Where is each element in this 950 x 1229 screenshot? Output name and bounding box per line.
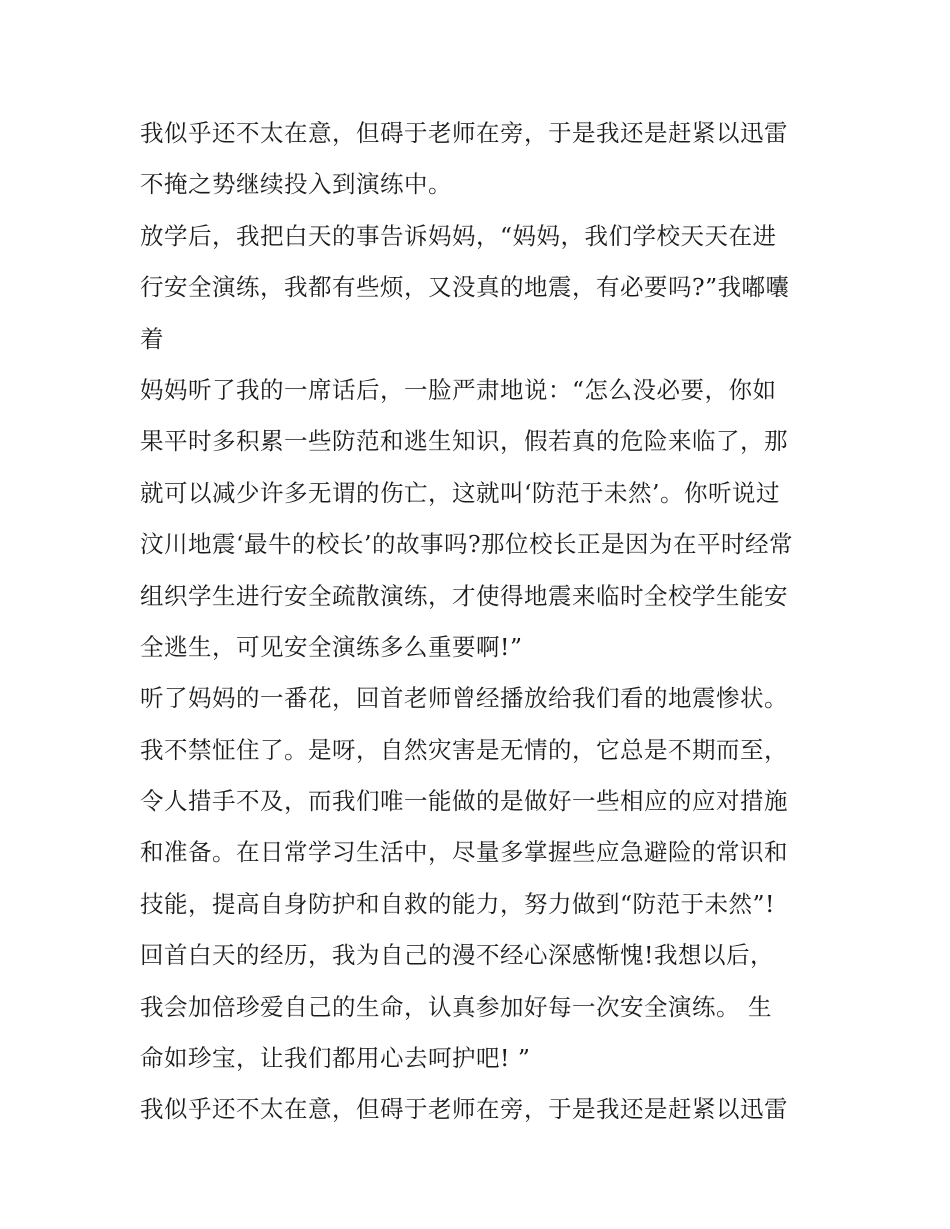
text-line: 着 (140, 324, 164, 353)
text-line: 令人措手不及，而我们唯一能做的是做好一些相应的应对措施 (140, 787, 788, 816)
text-line: 我不禁怔住了。是呀，自然灾害是无情的，它总是不期而至， (140, 735, 788, 764)
text-line: 行安全演练，我都有些烦，又没真的地震，有必要吗?”我嘟囔 (140, 273, 790, 302)
text-line: 放学后，我把白天的事告诉妈妈，“妈妈，我们学校天天在进 (140, 221, 777, 250)
text-line: 果平时多积累一些防范和逃生知识，假若真的危险来临了，那 (140, 427, 788, 456)
text-line: 命如珍宝，让我们都用心去呵护吧! ” (140, 1044, 531, 1073)
text-line: 回首白天的经历，我为自己的漫不经心深感惭愧!我想以后， (140, 941, 774, 970)
document-body (140, 108, 820, 1136)
text-line: 技能，提高自身防护和自救的能力，努力做到“防范于未然”! (140, 889, 775, 918)
text-line: 不掩之势继续投入到演练中。 (140, 170, 452, 199)
text-line: 汶川地震‘最牛的校长’的故事吗?那位校长正是因为在平时经常 (140, 530, 794, 559)
text-line: 听了妈妈的一番花，回首老师曾经播放给我们看的地震惨状。 (140, 684, 788, 713)
text-line: 我会加倍珍爱自己的生命，认真参加好每一次安全演练。 生 (140, 992, 772, 1021)
text-line: 我似乎还不太在意，但碍于老师在旁，于是我还是赶紧以迅雷 (140, 1095, 788, 1124)
text-line: 全逃生，可见安全演练多么重要啊!” (140, 632, 523, 661)
text-line: 妈妈听了我的一席话后，一脸严肃地说：“怎么没必要，你如 (140, 375, 777, 404)
text-line: 就可以减少许多无谓的伤亡，这就叫‘防范于未然’。你听说过 (140, 478, 780, 507)
text-line: 和准备。在日常学习生活中，尽量多掌握些应急避险的常识和 (140, 838, 788, 867)
text-line: 我似乎还不太在意，但碍于老师在旁，于是我还是赶紧以迅雷 (140, 119, 788, 147)
text-line: 组织学生进行安全疏散演练，才使得地震来临时全校学生能安 (140, 581, 788, 610)
